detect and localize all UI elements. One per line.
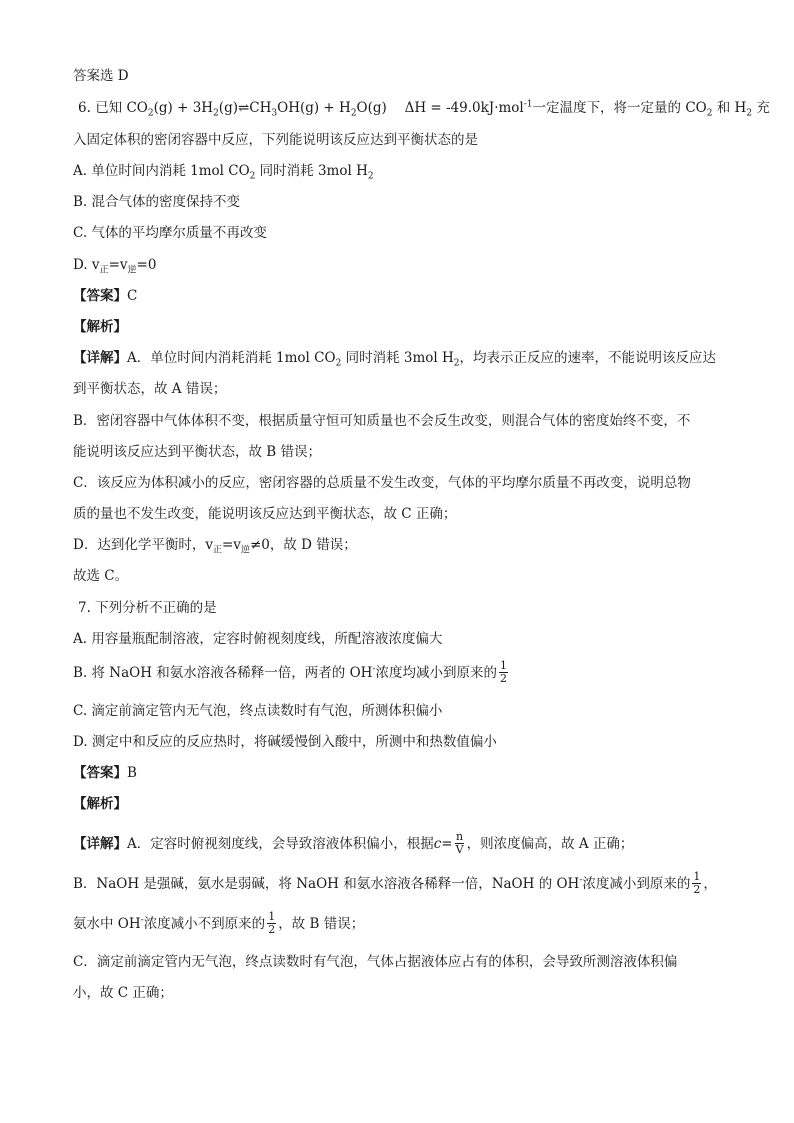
text: A．单位时间内消耗消耗 1mol CO — [127, 350, 336, 366]
detail-tag: 【详解】 — [73, 350, 127, 366]
fraction-one-half — [499, 660, 508, 685]
q6-option-d — [73, 255, 156, 275]
text: B．NaOH 是强碱，氨水是弱碱，将 NaOH 和氨水溶液各稀释一倍，NaOH 的 OH — [73, 876, 580, 892]
text: A. 单位时间内消耗 1mol CO — [73, 163, 250, 179]
subscript: 2 — [706, 108, 713, 119]
subscript: 逆 — [127, 265, 137, 276]
subscript: 2 — [350, 108, 357, 119]
text: 同时消耗 3mol H — [255, 163, 368, 179]
q7-answer — [73, 763, 137, 783]
q7-analysis — [73, 794, 127, 814]
text: D. 测定中和反应的反应热时，将碱缓慢倒入酸中，所测中和热数值偏小 — [73, 734, 497, 750]
fraction-numerator: n — [456, 830, 464, 843]
q6-stem-line2 — [73, 130, 478, 150]
fraction-n-over-v — [455, 831, 465, 856]
superscript: - — [579, 875, 583, 886]
text: =0 — [136, 257, 157, 273]
q6-option-b — [73, 192, 240, 212]
answer-tag: 【答案】 — [73, 288, 127, 304]
detail-tag: 【详解】 — [73, 836, 127, 852]
q7-detail-a — [73, 832, 633, 857]
text: C．该反应为体积减小的反应，密闭容器的总质量不发生改变，气体的平均摩尔质量不再改变，说明总物 — [73, 475, 691, 491]
fraction-denominator: 2 — [268, 923, 276, 936]
subscript: 2 — [367, 171, 374, 182]
q6-analysis — [73, 317, 127, 337]
text: 质的量也不发生改变，能说明该反应达到平衡状态，故 C 正确； — [73, 506, 457, 522]
text: C. 滴定前滴定管内无气泡，终点读数时有气泡，所测体积偏小 — [73, 703, 443, 719]
text: 已知 CO — [95, 100, 148, 116]
text: 氨水中 OH — [73, 916, 141, 932]
text: C. 气体的平均摩尔质量不再改变 — [73, 225, 267, 241]
superscript: - — [140, 915, 144, 926]
subscript: 2 — [213, 108, 219, 119]
text: 浓度减小到原来的 — [582, 876, 691, 892]
text: (g) + 3H — [153, 100, 214, 116]
text: 入固定体积的密闭容器中反应，下列能说明该反应达到平衡状态的是 — [73, 132, 478, 148]
subscript: 正 — [99, 265, 109, 276]
subscript: 2 — [453, 358, 460, 369]
q7-detail-b-line2 — [73, 912, 364, 937]
subscript: 2 — [746, 108, 753, 119]
q6-number: 6. — [78, 100, 91, 116]
superscript: -1 — [523, 99, 533, 110]
analysis-tag: 【解析】 — [73, 319, 127, 335]
superscript: - — [372, 664, 376, 675]
q6-detail-a-line2 — [73, 379, 226, 399]
q6-detail-d — [73, 535, 357, 555]
text: ，则浓度偏高，故 A 正确； — [466, 836, 634, 852]
subscript: 2 — [335, 358, 342, 369]
subscript: 3 — [271, 108, 278, 119]
fraction-numerator: 1 — [499, 659, 507, 672]
text: B. 混合气体的密度保持不变 — [73, 194, 241, 210]
q6-detail-b-line2 — [73, 442, 321, 462]
text: (g)⇌CH — [218, 100, 272, 116]
fraction-denominator: 2 — [693, 883, 701, 896]
q6-detail-c-line2 — [73, 504, 456, 524]
text: 同时消耗 3mol H — [341, 350, 454, 366]
q7-detail-b-line1 — [73, 872, 717, 897]
fraction-numerator: 1 — [693, 870, 701, 883]
q7-option-d — [73, 732, 497, 752]
text: 到平衡状态，故 A 错误； — [73, 381, 227, 397]
fraction-one-half — [692, 871, 701, 896]
answer-tag: 【答案】 — [73, 765, 127, 781]
text: OH(g) + H — [277, 100, 351, 116]
text: 故选 C。 — [73, 568, 129, 584]
answer-value: B — [127, 765, 137, 781]
q6-answer — [73, 286, 137, 306]
q7-option-a — [73, 629, 442, 649]
text: 浓度均减小到原来的 — [375, 665, 497, 681]
fraction-numerator: 1 — [268, 910, 276, 923]
text: D．达到化学平衡时，v — [73, 537, 213, 553]
text: D. v — [73, 257, 100, 273]
q7-option-c — [73, 701, 442, 721]
text: =v — [108, 257, 128, 273]
text: O(g) ΔH = -49.0kJ·mol — [356, 100, 524, 116]
text: B．密闭容器中气体体积不变，根据质量守恒可知质量也不会反生改变，则混合气体的密度始终不变，不 — [73, 413, 691, 429]
text: A. 用容量瓶配制溶液，定容时俯视刻度线，所配溶液浓度偏大 — [73, 631, 443, 647]
text: 能说明该反应达到平衡状态，故 B 错误； — [73, 444, 322, 460]
text: C．滴定前滴定管内无气泡，终点读数时有气泡，气体占据液体应占有的体积，会导致所测溶液体积偏 — [73, 954, 678, 970]
text: ，故 B 错误； — [278, 916, 365, 932]
prev-answer-line — [73, 66, 129, 86]
analysis-tag: 【解析】 — [73, 796, 127, 812]
subscript: 2 — [147, 108, 154, 119]
q7-option-b — [73, 661, 510, 686]
q7-stem — [78, 598, 217, 618]
fraction-denominator: V — [455, 843, 464, 856]
text: ， — [703, 876, 717, 892]
text: 答案选 D — [73, 68, 129, 84]
q6-option-c — [73, 223, 267, 243]
q6-conclusion — [73, 566, 128, 586]
text: 和 H — [712, 100, 747, 116]
text: ≠0，故 D 错误； — [249, 537, 357, 553]
concentration-symbol: c= — [433, 836, 453, 852]
q6-option-a — [73, 161, 374, 181]
subscript: 正 — [212, 545, 222, 556]
q6-detail-a-line1 — [73, 348, 716, 368]
text: 浓度减小不到原来的 — [143, 916, 266, 932]
q7-detail-c-line1 — [73, 952, 677, 972]
text: 一定温度下，将一定量的 CO — [532, 100, 707, 116]
text: ，均表示正反应的速率，不能说明该反应达 — [459, 350, 717, 366]
text: 7. 下列分析不正确的是 — [78, 600, 217, 616]
q6-detail-c-line1 — [73, 473, 691, 493]
q6-stem-line1 — [78, 98, 770, 118]
fraction-denominator: 2 — [499, 672, 507, 685]
fraction-one-half — [267, 911, 276, 936]
q6-detail-b-line1 — [73, 411, 690, 431]
subscript: 逆 — [240, 545, 250, 556]
text: 充 — [752, 100, 770, 116]
text: A．定容时俯视刻度线，会导致溶液体积偏小，根据 — [127, 836, 434, 852]
text: B. 将 NaOH 和氨水溶液各稀释一倍，两者的 OH — [73, 665, 373, 681]
text: 小，故 C 正确； — [73, 985, 173, 1001]
q7-detail-c-line2 — [73, 983, 173, 1003]
answer-value: C — [127, 288, 138, 304]
text: =v — [221, 537, 241, 553]
subscript: 2 — [249, 171, 256, 182]
